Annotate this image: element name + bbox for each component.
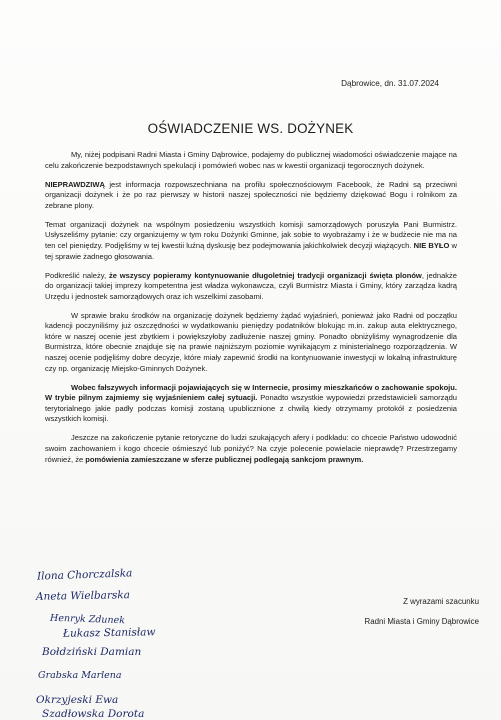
paragraph-text: Podkreślić należy, (45, 270, 109, 280)
handwritten-signature: Henryk Zdunek (49, 612, 126, 627)
paragraph-text: jest informacja rozpowszechniana na profilu społecznościowym Facebook, że Radni są przeciwni organizacji dożynek i że po raz pierwszy w historii naszej społeczności nie będziemy dziękować Bogu i rolnikom za zebrane plony. (45, 179, 457, 210)
paragraph-text: w tej sprawie żadnego głosowania. (45, 240, 457, 261)
bold-text: NIE BYŁO (413, 240, 450, 250)
handwritten-signature: Okrzyjeski Ewa (36, 694, 119, 706)
handwritten-signature: Bołdziński Damian (42, 646, 142, 658)
paragraph-funds: W sprawie braku środków na organizację dożynek będziemy żądać wyjaśnień, ponieważ jako Radni od początku kadencji poczyniliśmy już oszczędności w wydatkowaniu pieniędzy podatników blokując m.in. zakup auta elektrycznego, które w naszej ocenie jest zbytkiem i powiększyłoby zadłużenie naszej gminy. Ponadto obniżyliśmy wynagrodzenie dla Burmistrza, które obecnie znajduje się na prawie najniższym poziomie wynikającym z ministerialnego rozporządzenia. W naszej ocenie podjęliśmy dobre decyzje, które miały zapewnić środki na kontynuowanie inwestycji w lokalną infrastrukturę czy np. organizację Miejsko-Gminnych Dożynek. (45, 310, 457, 373)
paragraph-text: , jednakże do organizacji takiej imprezy kompetentna jest władza wykonawcza, czyli Burmistrz Miasta i Gminy, który zarządza kadrą Urzędu i jednostek samorządowych oraz ich wszelkimi zasobami. (45, 270, 458, 301)
paragraph-false-info (45, 180, 457, 212)
closing-signatory: Radni Miasta i Gminy Dąbrowice (364, 617, 479, 626)
paragraph-text: Temat organizacji dożynek na wspólnym posiedzeniu wszystkich komisji samorządowych poruszyła Pani Burmistrz. Usłyszeliśmy pytanie: czy organizujemy w tym roku Dożynki Gminne, jak sobie to wyobrażamy i że w budżecie nie ma na ten cel pieniędzy. Podjęliśmy w tej kwestii luźną dyskusję bez podejmowania jakichkolwiek decyzji wiążących. (45, 219, 457, 250)
document-body (45, 150, 457, 474)
paragraph-intro: My, niżej podpisani Radni Miasta i Gminy Dąbrowice, podajemy do publicznej wiadomości oświadczenie mające na celu zakończenie bezpodstawnych spekulacji i pomówień wobec nas w kwestii organizacji tegorocznych dożynek. (45, 150, 457, 170)
handwritten-signature: Grabska Marlena (38, 670, 122, 681)
bold-text: pomówienia zamieszczane w sferze publicznej podlegają sankcjom prawnym. (85, 454, 364, 464)
document-date: Dąbrowice, dn. 31.07.2024 (341, 79, 439, 88)
paragraph-calm (45, 383, 457, 425)
handwritten-signature: Aneta Wielbarska (35, 589, 131, 603)
closing-block (279, 592, 479, 632)
closing-greeting: Z wyrazami szacunku (403, 597, 479, 606)
handwritten-signature: Ilona Chorczalska (36, 567, 133, 583)
handwritten-signature: Łukasz Stanisław (62, 626, 156, 640)
bold-text: że wszyscy popieramy kontynuowanie długoletniej tradycji organizacji święta plonów (108, 270, 422, 280)
paragraph-text: Jeszcze na zakończenie pytanie retoryczne do ludzi szukających afery i podkładu: co chcecie Państwo udowodnić swoim zachowaniem i kogo chcecie ośmieszyć lub poniżyć? Na czyje polecenie powielacie nieprawdę? Przestrzegamy również, że (45, 433, 457, 464)
paragraph-closing-question (45, 433, 457, 465)
paragraph-support (45, 271, 457, 303)
document-title: OŚWIADCZENIE WS. DOŻYNEK (147, 121, 354, 136)
paragraph-topic (45, 220, 457, 262)
bold-text: Wobec fałszywych informacji pojawiających się w Internecie, prosimy mieszkańców o zachowanie spokoju. W trybie pilnym zajmiemy się wyjaśnieniem całej sytuacji. (45, 382, 457, 403)
bold-text: NIEPRAWDZIWĄ (45, 179, 105, 189)
handwritten-signature: Szadłowska Dorota (42, 708, 145, 720)
paragraph-text: Ponadto wszystkie wypowiedzi przedstawicieli samorządu terytorialnego jakie padły podczas komisji zostaną upublicznione z chwilą kiedy otrzymamy protokół z posiedzenia wszystkich komisji. (45, 393, 457, 424)
